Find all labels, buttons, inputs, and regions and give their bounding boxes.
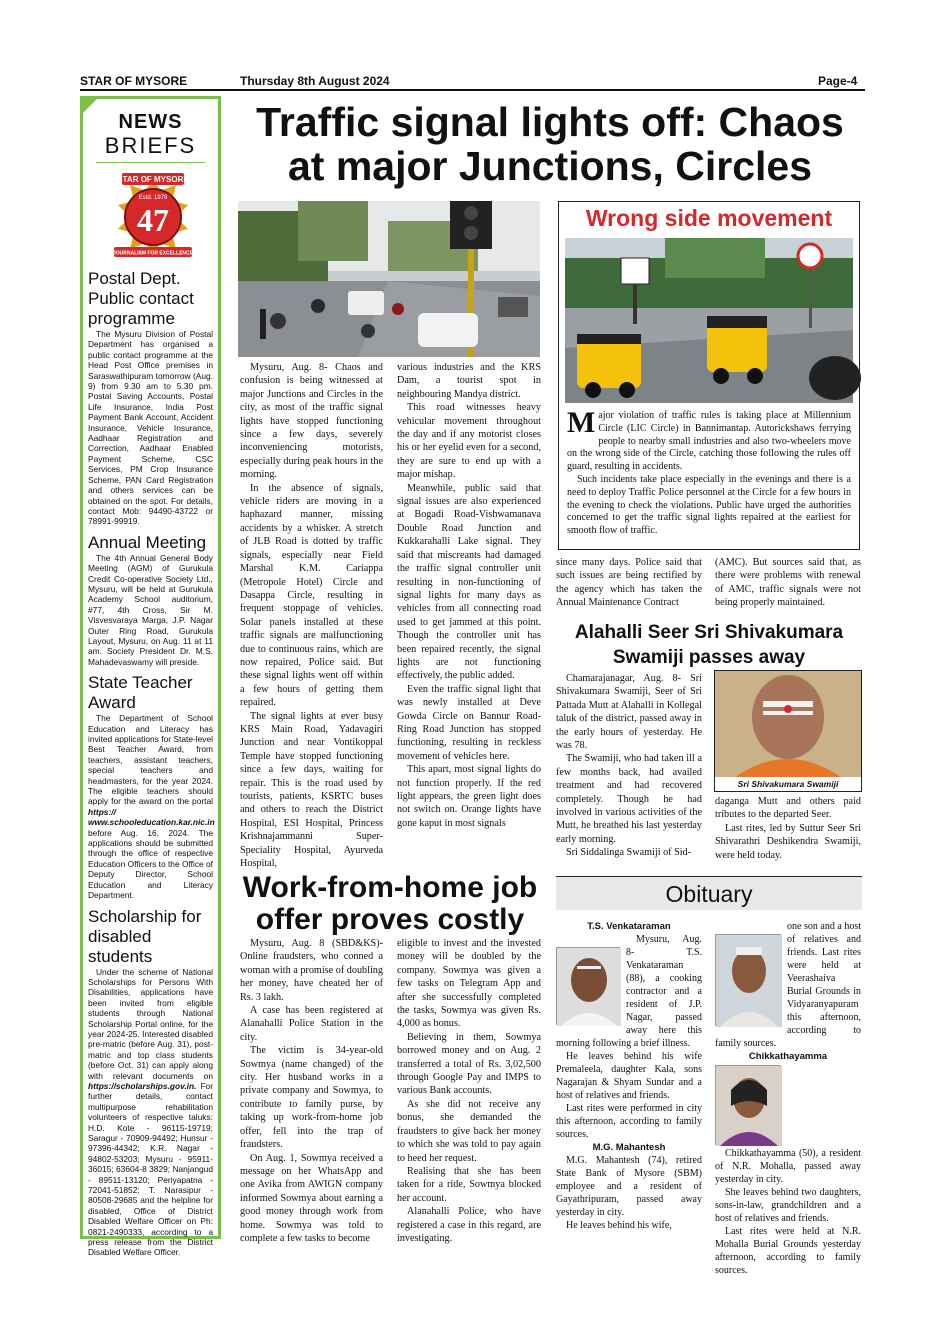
wfh-headline-line-1: Work-from-home job <box>242 871 538 904</box>
lead-p4: various industries and the KRS Dam, a tourist spot in neighbouring Mandya district. <box>397 362 541 400</box>
venkataraman-portrait <box>557 948 621 1026</box>
seer-p1: Chamarajanagar, Aug. 8- Sri Shivakumara Swamiji, Seer of Sri Pattada Mutt at Alahalli in Kollegal taluk of the district, passed away in the early hours of yesterday. He was 78. <box>556 673 702 752</box>
star-of-mysore-47-logo <box>88 169 218 265</box>
seer-p4: daganga Mutt and others paid tributes to the departed Seer. <box>715 796 861 821</box>
svg-text:STAR OF MYSORE: STAR OF MYSORE <box>117 175 189 184</box>
brief-teacher-award-link[interactable]: https:// www.schooleducation.kar.nic.in <box>88 806 215 828</box>
lead-p10: (AMC). But sources said that, as there were problems with renewal of AMC, traffic signals were not being properly maintained. <box>715 557 861 609</box>
wrong-side-dropcap: M <box>567 406 596 439</box>
obit-chikkathayamma-text: Chikkathayamma (50), a resident of N.R. Mohalla, passed away yesterday in city. <box>715 1148 861 1185</box>
wrong-side-photo <box>565 238 853 403</box>
brief-heading-teacher-award: State Teacher Award <box>88 673 193 713</box>
briefs-title-news: NEWS <box>118 111 183 133</box>
lead-col-2 <box>397 361 541 830</box>
lead-p9: since many days. Police said that such issues are being rectified by the agency which has taken the Annual Maintenance Contract <box>556 557 702 609</box>
wfh-col-1 <box>240 937 383 1245</box>
lead-col-3 <box>556 556 702 610</box>
wrong-side-p1: ajor violation of traffic rules is taking place at Millennium Circle (LIC Circle) in Bannimantap. Autorickshaws ferrying people to nearby small industries and also two-wheelers move on the wrong side of the Circle, catching those following the rules off guard, resulting in accidents. <box>567 410 851 473</box>
wfh-p2: A case has been registered at Alanahalli Police Station in the city. <box>240 1005 383 1043</box>
autorickshaw-image <box>565 238 853 403</box>
seer-col-2 <box>715 795 861 862</box>
obituary-title: Obituary <box>665 881 753 907</box>
seer-headline-line-2: Swamiji passes away <box>612 647 806 668</box>
traffic-junction-image <box>238 201 540 357</box>
obit-col-1 <box>556 920 702 1232</box>
brief-teacher-award-text2: before Aug. 16, 2024. The applications should be submitted through the office of respective Education Officers to the Office of Deputy Director, School Education and Literacy Department. <box>88 827 213 901</box>
seer-p5: Last rites, led by Suttur Seer Sri Shivarathri Deshikendra Swamiji, were held today. <box>715 822 861 861</box>
obit-col-2 <box>715 920 861 1277</box>
wfh-headline <box>232 872 548 936</box>
brief-scholarship-text2: For further details, contact multipurpose rehabilitation volunteers of respective taluks: H.D. Kote - 96115-19719; Saragur - 70909-94492; Hunsur - 97396-44342; K.R. Nagar - 94802-53203; Mysuru - 95911-36015; 63604-8 3829; Nanjangud - 89511-13120; Periyapatna - 72041-51852; T. Narasipur - 80508-29685 and the helpline for disabled, Office of District Disabled Welfare Officer on Ph: 0821-2490333, according to a press release from the District Disabled Welfare Officer. <box>88 1080 213 1258</box>
briefs-divider <box>96 162 205 163</box>
wfh-headline-line-2: offer proves costly <box>255 903 525 936</box>
obit-name-chikkathayamma: Chikkathayamma <box>748 1051 828 1062</box>
obit-photo-venkataraman <box>556 947 620 1025</box>
wrong-side-box <box>558 201 860 550</box>
seer-headline <box>556 620 862 670</box>
seer-headline-line-1: Alahalli Seer Sri Shivakumara <box>574 622 844 643</box>
briefs-title-briefs: BRIEFS <box>104 133 197 158</box>
brief-heading-postal: Postal Dept. Public contact programme <box>88 269 194 328</box>
obit-venkataraman-rites: Last rites were performed in city this afternoon, according to family sources. <box>556 1103 702 1140</box>
mahantesh-portrait <box>716 935 782 1027</box>
wfh-p7: As she did not receive any bonus, she demanded the fraudsters to give back her money to which she was told to pay again to heed her request. <box>397 1098 541 1164</box>
wfh-p3: The victim is 34-year-old Sowmya (name changed) of the city. Her husband works in a private company and Sowmya, to contribute to family purse, by taking up work-from-home job offer, fell into the trap of fraudsters. <box>240 1045 383 1151</box>
lead-col-4 <box>715 556 861 610</box>
lead-headline <box>230 100 870 188</box>
lead-p6: Meanwhile, public said that signal issues are also experienced at Bogadi Road-Vishwamanava Double Road Junction and Kukkarahalli Lake signal. They said that miscreants had damaged the traffic signal controller unit resulting in non-functioning of signal lights for many days as vehicles from all connecting road used to get jammed at this point. Though the controller unit has been repaired recently, the signal lights are not functioning effectively, the public added. <box>397 482 541 682</box>
seer-photo <box>714 670 862 792</box>
seer-p2: The Swamiji, who had taken ill a few months back, had availed treatment and had recovered completely. Though he had involved in various activities of the Mutt, he breathed his last yesterday early morning. <box>556 753 702 845</box>
brief-scholarship-text: Under the scheme of National Scholarships for Persons With Disabilities, applications have been invited from eligible students through National Scholarship Portal online, for the year 2024-25. Interested disabled pre-matric (before Aug. 31), post-matric and top class students (before Oct. 31) can apply along with relevant documents on <box>88 966 213 1081</box>
obit-chikkathayamma-rites: Last rites were held at N.R. Mohalla Burial Grounds yesterday afternoon, according to family sources. <box>715 1226 861 1276</box>
masthead-page: Page-4 <box>818 74 858 88</box>
wfh-p1: Mysuru, Aug. 8 (SBD&KS)- Online fraudsters, who conned a woman with a promise of doubling her money, have cheated her of Rs. 3 lakh. <box>240 938 383 1003</box>
seer-col-1 <box>556 672 702 860</box>
lead-headline-line-2: at major Junctions, Circles <box>287 143 813 189</box>
lead-headline-line-1: Traffic signal lights off: Chaos <box>256 99 844 145</box>
obit-chikkathayamma-family: She leaves behind two daughters, sons-in-law, grandchildren and a host of relatives and friends. <box>715 1187 861 1224</box>
seer-caption: Sri Shivakumara Swamiji <box>737 779 839 789</box>
obit-venkataraman-family: He leaves behind his wife Premaleela, daughter Kala, sons Nagarajan & Shyam Sundar and a host of relatives and friends. <box>556 1051 702 1101</box>
lead-p1: Mysuru, Aug. 8- Chaos and confusion is being witnessed at major Junctions and Circles in the city, as most of the traffic signal lights have stopped functioning since a few days, severely inconveniencing motorists, especially during peak hours in the morning. <box>240 362 383 481</box>
brief-heading-scholarship: Scholarship for disabled students <box>88 906 202 966</box>
lead-p7: Even the traffic signal light that was newly installed at Deve Gowda Circle on Bannur Road-Ring Road Junction has stopped functioning, resulting in reckless movement of vehicles here. <box>397 683 541 762</box>
brief-body-annual-meeting: The 4th Annual General Body Meeting (AGM) of Gurukula Credit Co-operative Society Ltd., Mysuru, will be held at Gurukula Academy School auditorium, #77, 4th Cross, Sir M. Visvesvaraya Marga, J.P. Nagar Outer Ring Road, Gurukula Layout, Mysuru, on Aug. 11 at 11 am. Society President Dr. M.S. Mahadevaswamy will preside. <box>88 552 213 667</box>
wfh-col-2 <box>397 937 541 1245</box>
brief-body-scholarship <box>88 967 213 1258</box>
traffic-photo <box>238 201 540 357</box>
brief-heading-annual-meeting: Annual Meeting <box>88 532 207 552</box>
lead-col-1 <box>240 361 383 870</box>
obituary-header <box>556 876 862 910</box>
brief-body-postal: The Mysuru Division of Postal Department has organised a public contact programme at the Head Post Office premises in Saraswathipuram tomorrow (Aug. 9) from 9.30 am to 5.30 pm. Postal Saving Accounts, Postal Life Insurance, India Post Payment Bank Account, Accident Insurance, Vehicle Insurance, Aadhaar Registration and Correction, Aadhaar Enabled Payment Scheme, CSC Services, PM Crop Insurance Scheme, PAN Card Registration and others services can be obtained on the spot. For details, contact Mob: 94490-43722 or 78991-99919. <box>88 329 213 527</box>
obit-venkataraman-text: Mysuru, Aug. 8- T.S. Venkataraman (88), a cooking contractor and a resident of J.P. Nagar, passed away here this morning following a brief illness. <box>556 934 702 1049</box>
wrong-side-text <box>567 406 851 538</box>
obit-photo-mahantesh <box>715 934 781 1026</box>
wfh-p4: On Aug. 1, Sowmya received a message on her WhatsApp and one Avika from AWIGN company informed Sowmya about earning a good money through work from home. Sowmya was told to complete a few tasks to become <box>240 1152 383 1244</box>
obit-mahantesh-family: He leaves behind his wife, <box>566 1220 672 1231</box>
news-briefs-sidebar <box>80 96 221 1258</box>
masthead-paper: STAR OF MYSORE <box>80 74 188 88</box>
brief-body-teacher-award <box>88 713 213 900</box>
wrong-side-title: Wrong side movement <box>585 205 833 231</box>
obit-photo-chikkathayamma <box>715 1065 781 1145</box>
brief-scholarship-link[interactable]: https://scholarships.gov.in. <box>88 1080 197 1091</box>
masthead-date: Thursday 8th August 2024 <box>240 74 390 88</box>
wrong-side-p2: Such incidents take place especially in the evenings and there is a need to deploy Traffic Police personnel at the Circle for a few hours in the evening to check the violations. Public have urged the authorities concerned to get the traffic signal lights repaired at the earliest for smooth flow of traffic. <box>567 473 851 537</box>
obit-name-mahantesh: M.G. Mahantesh <box>592 1142 666 1153</box>
obit-name-venkataraman: T.S. Venkataraman <box>587 921 671 932</box>
svg-text:47: 47 <box>137 202 169 238</box>
lead-p5: This road witnesses heavy vehicular movement throughout the day and if any motorist closes his or her eyelid even for a second, they are sure to end up with a major mishap. <box>397 402 541 481</box>
brief-teacher-award-text: The Department of School Education and Literacy has invited applications for State-level Best Teacher Award, from teachers, assistant teachers, special teachers and headmasters, for the year 2024. The eligible teachers should apply for the award on the portal <box>88 713 213 807</box>
lead-p3: The signal lights at ever busy KRS Main Road, Yadavagiri Junction and near Vontikoppal Temple have stopped functioning since a few days, waiting for repair. This is the road used by tourists, patients, KSRTC buses and others to reach the District Hospital, ESI Hospital, Princess Krishnajammanni Super-Speciality Hospital, Ayurveda Hospital, <box>240 710 383 870</box>
wfh-p9: Alanahalli Police, who have registered a case in this regard, are investigating. <box>397 1206 541 1244</box>
lead-p8: This apart, most signal lights do not function properly. If the red light appears, the green light does not switch on. Orange lights have gone kaput in most signals <box>397 764 541 829</box>
wfh-p8: Realising that she has been taken for a ride, Sowmya blocked her account. <box>397 1165 541 1204</box>
lead-p2: In the absence of signals, vehicle riders are moving in a haphazard manner, missing accidents by a whisker. A stretch of JLB Road is dotted by traffic signals, especially near Field Marshal K.M. Cariappa (Metropole Hotel) Circle and Dasappa Circle, resulting in frequent stoppage of vehicles. Solar panels installed at these traffic signals are malfunctioning due to continuous rains, which are now repaired, Police said. But these signal lights went off within a few hours of getting them repaired. <box>240 482 383 709</box>
obit-mahantesh-rites: one son and a host of relatives and friends. Last rites were held at Veerashaiva Burial Grounds in Vidyaranyapuram this afternoon, according to family sources. <box>715 921 861 1049</box>
wfh-p5: eligible to invest and the invested money will be doubled by the company. Sowmya was given a few tasks on Telegram App and after she successfully completed the tasks, Sowmya was given Rs. 4,000 as bonus. <box>397 938 541 1030</box>
masthead-rule <box>80 89 865 91</box>
svg-text:JOURNALISM FOR EXCELLENCE: JOURNALISM FOR EXCELLENCE <box>112 250 194 257</box>
wfh-p6: Believing in them, Sowmya borrowed money and on Aug. 2 transferred a total of Rs. 3,02,500 through Google Pay and IMPS to various Bank accounts. <box>397 1031 541 1097</box>
chikkathayamma-portrait <box>716 1066 782 1146</box>
seer-p3: Sri Siddalinga Swamiji of Sid- <box>566 847 692 859</box>
swamiji-portrait <box>715 671 861 777</box>
svg-text:Estd. 1978: Estd. 1978 <box>138 195 168 201</box>
obit-mahantesh-text: M.G. Mahantesh (74), retired State Bank of Mysore (SBM) employee and a resident of Gayathripuram, passed away yesterday in city. <box>556 1155 702 1218</box>
